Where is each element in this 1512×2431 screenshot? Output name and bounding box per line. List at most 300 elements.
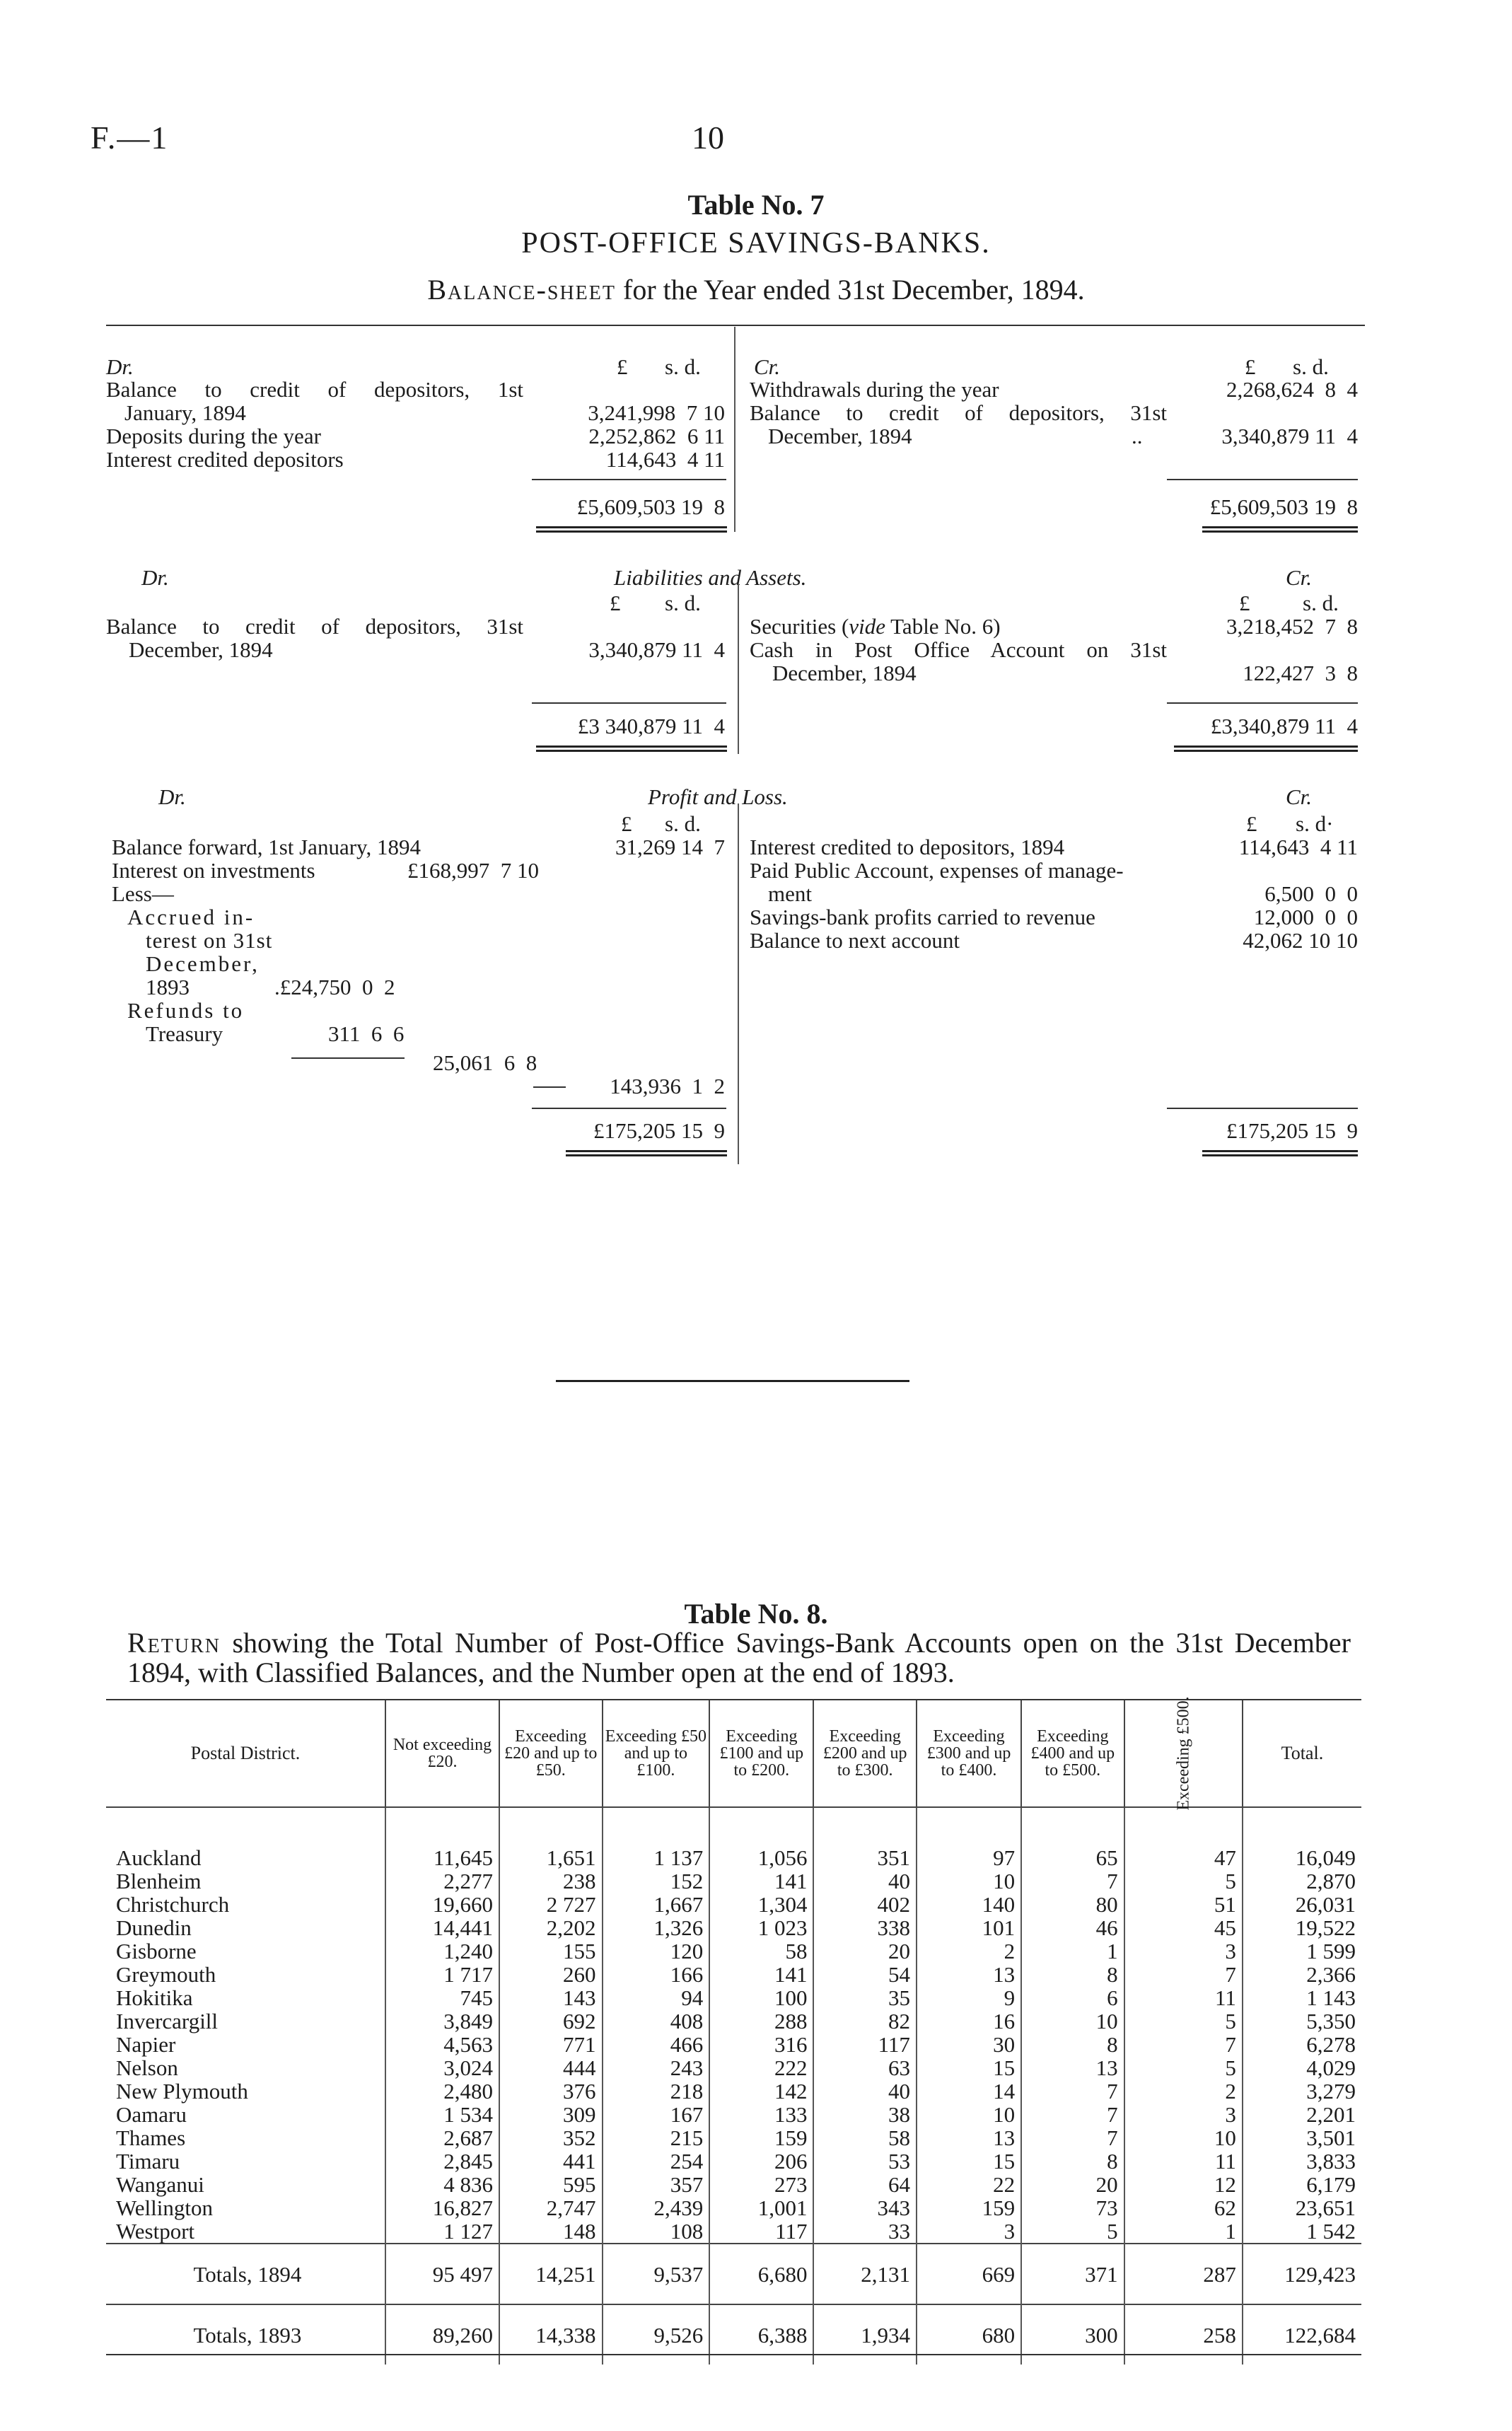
pl-right-label: Interest credited to depositors, 1894 [750, 835, 1065, 859]
liab-title: Liabilities and Assets. [614, 565, 807, 590]
col-header [1124, 1696, 1243, 1811]
table-cell: 47 [1124, 1807, 1243, 1869]
table-cell: 8 [1021, 1963, 1124, 1986]
table-cell: 1,056 [709, 1807, 813, 1869]
sum-rule [1167, 479, 1358, 480]
table-row [106, 2126, 1361, 2149]
table-cell: 152 [603, 1869, 710, 1893]
totals-label: Totals, 1894 [106, 2244, 385, 2304]
table-cell: 11,645 [385, 1807, 499, 1869]
pound-header: £ [617, 354, 628, 379]
table-row [106, 1916, 1361, 1939]
table-row [106, 2103, 1361, 2126]
table-cell: 141 [709, 1963, 813, 1986]
table-row [106, 1807, 1361, 1869]
table-cell: 408 [603, 2009, 710, 2033]
balance-left-label: January, 1894 [124, 400, 246, 425]
table-cell: 8 [1021, 2149, 1124, 2173]
divider [738, 803, 739, 1164]
table-cell: 338 [813, 1916, 916, 1939]
table-cell: 5 [1021, 2220, 1124, 2244]
col-header: Exceeding £300 and up to £400. [917, 1700, 1021, 1807]
table-cell: 15 [917, 2149, 1021, 2173]
col-header: Exceeding £100 and up to £200. [709, 1700, 813, 1807]
pl-right-label: Paid Public Account, expenses of manage- [750, 858, 1124, 883]
table-cell: 120 [603, 1939, 710, 1963]
pl-left-label: December, [146, 951, 260, 976]
section-separator [556, 1380, 909, 1382]
table-cell: 2,480 [385, 2079, 499, 2103]
table-cell: 6,278 [1243, 2033, 1361, 2056]
table-cell: 5 [1124, 2056, 1243, 2079]
table-cell: 1 599 [1243, 1939, 1361, 1963]
table-cell: 273 [709, 2173, 813, 2196]
table-cell: 4,563 [385, 2033, 499, 2056]
accounts-table [106, 1696, 1361, 2365]
totals-row [106, 2304, 1361, 2365]
totals-cell: 122,684 [1243, 2304, 1361, 2365]
totals-cell: 6,388 [709, 2304, 813, 2365]
table-cell: 51 [1124, 1893, 1243, 1916]
table-cell: 141 [709, 1869, 813, 1893]
double-rule [566, 1150, 727, 1156]
table-cell: 159 [917, 2196, 1021, 2220]
totals-cell: 9,537 [603, 2244, 710, 2304]
table-row [106, 1869, 1361, 1893]
district-name: Hokitika [116, 1985, 193, 2010]
table-cell: 3 [917, 2220, 1021, 2244]
table-cell: 7 [1124, 2033, 1243, 2056]
table-cell: 22 [917, 2173, 1021, 2196]
table-cell: 1 534 [385, 2103, 499, 2126]
sd-header: s. d. [1293, 354, 1329, 379]
table-row [106, 2056, 1361, 2079]
pl-cr: Cr. [1286, 784, 1313, 809]
table-cell: 2,747 [499, 2196, 602, 2220]
table-cell: 159 [709, 2126, 813, 2149]
sub-rule [291, 1057, 405, 1059]
table-cell: 309 [499, 2103, 602, 2126]
sum-rule [532, 702, 726, 704]
balance-left-amount: 114,643 4 11 [605, 447, 725, 472]
pound-header: £ [1246, 811, 1257, 836]
liab-right-amount: 122,427 3 8 [1243, 661, 1358, 685]
totals-cell: 95 497 [385, 2244, 499, 2304]
leader-dots: .. [1132, 424, 1143, 448]
balance-left-label: Interest credited depositors [106, 447, 344, 472]
table-cell: 11 [1124, 2149, 1243, 2173]
pl-right-label: ment [768, 881, 812, 906]
sum-rule [532, 1108, 726, 1109]
table-cell: 53 [813, 2149, 916, 2173]
table-row [106, 1963, 1361, 1986]
district-name: Greymouth [116, 1962, 216, 1987]
double-rule [1174, 745, 1358, 752]
totals-cell: 680 [917, 2304, 1021, 2365]
table-cell: 64 [813, 2173, 916, 2196]
pl-left-label: Accrued in- [127, 905, 255, 929]
totals-cell: 14,251 [499, 2244, 602, 2304]
table-cell: 218 [603, 2079, 710, 2103]
table-row [106, 1939, 1361, 1963]
table-cell: 3,501 [1243, 2126, 1361, 2149]
table-cell: 466 [603, 2033, 710, 2056]
table-cell: 771 [499, 2033, 602, 2056]
sd-header: s. d. [1303, 591, 1339, 615]
table-row [106, 1986, 1361, 2009]
divider [734, 327, 735, 532]
totals-cell: 1,934 [813, 2304, 916, 2365]
table-cell: 40 [813, 1869, 916, 1893]
table-cell: 7 [1021, 2126, 1124, 2149]
table-cell: 7 [1021, 2103, 1124, 2126]
sum-rule [1167, 702, 1358, 704]
liab-right-label: December, 1894 [772, 661, 917, 685]
rule [106, 2354, 1361, 2355]
table-cell: 1,001 [709, 2196, 813, 2220]
totals-cell: 300 [1021, 2304, 1124, 2365]
table-cell: 23,651 [1243, 2196, 1361, 2220]
table-cell: 100 [709, 1986, 813, 2009]
liab-left-total: £3 340,879 11 4 [577, 714, 725, 738]
table-cell: 254 [603, 2149, 710, 2173]
table-cell: 215 [603, 2126, 710, 2149]
district-name: Dunedin [116, 1915, 192, 1940]
table-cell: 4,029 [1243, 2056, 1361, 2079]
table-cell: 6 [1021, 1986, 1124, 2009]
table-row [106, 1893, 1361, 1916]
table-cell: 65 [1021, 1807, 1124, 1869]
totals-cell: 129,423 [1243, 2244, 1361, 2304]
liab-dr: Dr. [141, 565, 169, 590]
totals-row [106, 2244, 1361, 2304]
table-cell: 12 [1124, 2173, 1243, 2196]
col-header: Exceeding £20 and up to £50. [499, 1700, 602, 1807]
table-cell: 3,279 [1243, 2079, 1361, 2103]
table-cell: 2,366 [1243, 1963, 1361, 1986]
liab-left-label: December, 1894 [129, 637, 273, 662]
pl-left-sub: £168,997 7 10 [407, 858, 539, 883]
balance-right-label: Withdrawals during the year [750, 377, 999, 402]
district-name: Timaru [116, 2149, 180, 2174]
pl-right-label: Savings-bank profits carried to revenue [750, 905, 1095, 929]
table-cell: 9 [917, 1986, 1021, 2009]
table-cell: 80 [1021, 1893, 1124, 1916]
double-rule [536, 526, 727, 533]
balance-left-amount: 2,252,862 6 11 [588, 424, 725, 448]
col-header: Total. [1243, 1700, 1361, 1807]
double-rule [1202, 526, 1358, 533]
pl-dr: Dr. [158, 784, 186, 809]
liab-left-label: Balance to credit of depositors, 31st [106, 614, 523, 639]
table-cell: 260 [499, 1963, 602, 1986]
pl-right-label: Balance to next account [750, 928, 960, 953]
table-cell: 13 [1021, 2056, 1124, 2079]
table-cell: 3,833 [1243, 2149, 1361, 2173]
pl-left-label: Refunds to [127, 998, 245, 1023]
table-cell: 16,049 [1243, 1807, 1361, 1869]
table-cell: 2 727 [499, 1893, 602, 1916]
col-header: Exceeding £200 and up to £300. [813, 1700, 916, 1807]
pl-left-sub: 311 6 6 [328, 1021, 405, 1046]
balance-left-amount: 3,241,998 7 10 [588, 400, 725, 425]
table-cell: 2,277 [385, 1869, 499, 1893]
double-rule [536, 745, 727, 752]
table-cell: 1,304 [709, 1893, 813, 1916]
table-cell: 3 [1124, 1939, 1243, 1963]
table-cell: 19,522 [1243, 1916, 1361, 1939]
table-cell: 243 [603, 2056, 710, 2079]
table-cell: 54 [813, 1963, 916, 1986]
table-cell: 3,849 [385, 2009, 499, 2033]
district-name: Blenheim [116, 1869, 202, 1893]
liab-right-total: £3,340,879 11 4 [1210, 714, 1358, 738]
table-cell: 222 [709, 2056, 813, 2079]
table-cell: 352 [499, 2126, 602, 2149]
table-row [106, 2173, 1361, 2196]
balance-left-total: £5,609,503 19 8 [576, 494, 725, 519]
table8-caption-rest: showing the Total Number of Post-Office Savings-Bank Accounts open on the 31st December 1894, with Classified Balances, and the Number open at the end of 1893. [127, 1627, 1351, 1688]
table-cell: 3,024 [385, 2056, 499, 2079]
table-cell: 5 [1124, 2009, 1243, 2033]
pl-left-amount: 31,269 14 7 [615, 835, 725, 859]
pl-right-amount: 114,643 4 11 [1238, 835, 1358, 859]
table-cell: 155 [499, 1939, 602, 1963]
table-cell: 6,179 [1243, 2173, 1361, 2196]
pl-less-total: 25,061 6 8 [433, 1050, 537, 1075]
table-cell: 133 [709, 2103, 813, 2126]
col-header: Exceeding £400 and up to £500. [1021, 1700, 1124, 1807]
table-cell: 357 [603, 2173, 710, 2196]
sd-header: s. d. [665, 591, 701, 615]
totals-cell: 258 [1124, 2304, 1243, 2365]
sd-header: s. d. [665, 354, 701, 379]
table-cell: 7 [1021, 2079, 1124, 2103]
table-cell: 1,651 [499, 1807, 602, 1869]
pl-left-label: Balance forward, 1st January, 1894 [112, 835, 421, 859]
district-name: Napier [116, 2032, 176, 2057]
page-reference: F.—1 [91, 120, 169, 156]
table-cell: 20 [1021, 2173, 1124, 2196]
table-cell: 11 [1124, 1986, 1243, 2009]
pl-right-total: £175,205 15 9 [1226, 1118, 1358, 1143]
table-cell: 7 [1124, 1963, 1243, 1986]
totals-cell: 89,260 [385, 2304, 499, 2365]
table-cell: 10 [1021, 2009, 1124, 2033]
balance-dr: Dr. [106, 354, 134, 379]
pl-right-amount: 6,500 0 0 [1264, 881, 1358, 906]
table-cell: 1 [1124, 2220, 1243, 2244]
pl-right-amount: 42,062 10 10 [1243, 928, 1358, 953]
pl-net-interest: 143,936 1 2 [610, 1074, 725, 1098]
table-cell: 20 [813, 1939, 916, 1963]
table-cell: 1,240 [385, 1939, 499, 1963]
balance-left-label: Deposits during the year [106, 424, 321, 448]
district-name: Wanganui [116, 2172, 204, 2197]
divider [738, 584, 739, 754]
table-cell: 441 [499, 2149, 602, 2173]
table-cell: 8 [1021, 2033, 1124, 2056]
table-cell: 16 [917, 2009, 1021, 2033]
table-cell: 5 [1124, 1869, 1243, 1893]
sd-header: s. d· [1296, 811, 1334, 836]
table-cell: 288 [709, 2009, 813, 2033]
table-cell: 14 [917, 2079, 1021, 2103]
pound-header: £ [610, 591, 621, 615]
liab-right-label: Securities (vide Table No. 6) [750, 614, 1001, 639]
balance-right-amount: 3,340,879 11 4 [1221, 424, 1358, 448]
table-cell: 1,326 [603, 1916, 710, 1939]
table-cell: 402 [813, 1893, 916, 1916]
table-cell: 140 [917, 1893, 1021, 1916]
table-cell: 2,845 [385, 2149, 499, 2173]
table-cell: 30 [917, 2033, 1021, 2056]
table-body [106, 1807, 1361, 2365]
table-cell: 58 [709, 1939, 813, 1963]
col-header: Postal District. [106, 1700, 385, 1807]
district-name: Nelson [116, 2055, 178, 2080]
table-cell: 745 [385, 1986, 499, 2009]
sum-rule [1167, 1108, 1358, 1109]
district-name: Auckland [116, 1845, 202, 1870]
balance-right-total: £5,609,503 19 8 [1209, 494, 1358, 519]
table-cell: 5,350 [1243, 2009, 1361, 2033]
table8-caption [127, 1628, 1351, 1688]
totals-cell: 371 [1021, 2244, 1124, 2304]
district-name: New Plymouth [116, 2079, 248, 2104]
table-cell: 238 [499, 1869, 602, 1893]
totals-cell: 2,131 [813, 2244, 916, 2304]
table-cell: 38 [813, 2103, 916, 2126]
district-name: Christchurch [116, 1892, 230, 1917]
pl-left-label: terest on 31st [146, 928, 273, 953]
table-cell: 2,439 [603, 2196, 710, 2220]
pound-header: £ [621, 811, 632, 836]
table-row [106, 2196, 1361, 2220]
table-cell: 108 [603, 2220, 710, 2244]
table-cell: 2,202 [499, 1916, 602, 1939]
table-cell: 10 [1124, 2126, 1243, 2149]
table-row [106, 2009, 1361, 2033]
table-cell: 2 [917, 1939, 1021, 1963]
table-cell: 1 542 [1243, 2220, 1361, 2244]
table-cell: 2,870 [1243, 1869, 1361, 1893]
table-cell: 1 143 [1243, 1986, 1361, 2009]
totals-label: Totals, 1893 [106, 2304, 385, 2365]
balance-left-label: Balance to credit of depositors, 1st [106, 377, 523, 402]
table8-caption-lead: Return [127, 1627, 221, 1659]
col-header: Exceeding £50 and up to £100. [603, 1700, 710, 1807]
table-cell: 142 [709, 2079, 813, 2103]
table-cell: 33 [813, 2220, 916, 2244]
pl-title: Profit and Loss. [648, 784, 788, 809]
pl-left-label: Less— [112, 881, 174, 906]
table7-title: Table No. 7 [687, 189, 825, 221]
table7-caption [0, 273, 1512, 306]
district-name: Invercargill [116, 2009, 219, 2033]
totals-cell: 14,338 [499, 2304, 602, 2365]
liab-left-amount: 3,340,879 11 4 [588, 637, 725, 662]
district-name: Thames [116, 2125, 186, 2150]
table-cell: 15 [917, 2056, 1021, 2079]
table-cell: 3 [1124, 2103, 1243, 2126]
district-name: Wellington [116, 2195, 213, 2220]
table-cell: 82 [813, 2009, 916, 2033]
balance-right-label: Balance to credit of depositors, 31st [750, 400, 1167, 425]
table-cell: 1 717 [385, 1963, 499, 1986]
table8-title: Table No. 8. [684, 1598, 828, 1630]
totals-cell: 287 [1124, 2244, 1243, 2304]
liab-right-amount: 3,218,452 7 8 [1226, 614, 1358, 639]
table-cell: 206 [709, 2149, 813, 2173]
totals-cell: 6,680 [709, 2244, 813, 2304]
table-cell: 101 [917, 1916, 1021, 1939]
table-row [106, 2149, 1361, 2173]
table-cell: 7 [1021, 1869, 1124, 1893]
table-cell: 1 127 [385, 2220, 499, 2244]
table7-subtitle: POST-OFFICE SAVINGS-BANKS. [521, 227, 991, 260]
table-cell: 97 [917, 1807, 1021, 1869]
table-cell: 595 [499, 2173, 602, 2196]
table-cell: 16,827 [385, 2196, 499, 2220]
table-cell: 46 [1021, 1916, 1124, 1939]
liab-cr: Cr. [1286, 565, 1313, 590]
table-cell: 143 [499, 1986, 602, 2009]
pound-header: £ [1245, 354, 1256, 379]
table-cell: 10 [917, 1869, 1021, 1893]
table-cell: 2 [1124, 2079, 1243, 2103]
liab-right-label: Cash in Post Office Account on 31st [750, 637, 1167, 662]
table-header-row [106, 1700, 1361, 1807]
table-cell: 14,441 [385, 1916, 499, 1939]
table-cell: 40 [813, 2079, 916, 2103]
table-cell: 692 [499, 2009, 602, 2033]
table-row [106, 2079, 1361, 2103]
district-name: Westport [116, 2219, 195, 2244]
pound-header: £ [1239, 591, 1250, 615]
balance-right-label: December, 1894 [768, 424, 912, 448]
table-cell: 2,201 [1243, 2103, 1361, 2126]
table-cell: 58 [813, 2126, 916, 2149]
pl-left-label: Interest on investments [112, 858, 315, 883]
pl-left-label: 1893 [146, 975, 190, 999]
table-cell: 73 [1021, 2196, 1124, 2220]
table-cell: 444 [499, 2056, 602, 2079]
totals-cell: 669 [917, 2244, 1021, 2304]
table-row [106, 2033, 1361, 2056]
table-cell: 351 [813, 1807, 916, 1869]
table7-caption-lead: Balance-sheet [427, 274, 616, 306]
balance-cr: Cr. [754, 354, 781, 379]
pl-left-total: £175,205 15 9 [593, 1118, 725, 1143]
pl-right-amount: 12,000 0 0 [1253, 905, 1358, 929]
totals-cell: 9,526 [603, 2304, 710, 2365]
table7-caption-rest: for the Year ended 31st December, 1894. [616, 274, 1085, 306]
district-name: Oamaru [116, 2102, 187, 2127]
pl-left-label: Treasury [146, 1021, 223, 1046]
table-cell: 13 [917, 1963, 1021, 1986]
sd-header: s. d. [665, 811, 701, 836]
col-header: Not exceeding £20. [385, 1700, 499, 1807]
table-cell: 117 [709, 2220, 813, 2244]
district-name: Gisborne [116, 1939, 197, 1963]
table-cell: 1 137 [603, 1807, 710, 1869]
table-cell: 35 [813, 1986, 916, 2009]
pl-left-sub: .£24,750 0 2 [274, 975, 395, 999]
table-cell: 148 [499, 2220, 602, 2244]
table-cell: 26,031 [1243, 1893, 1361, 1916]
rule [106, 325, 1365, 326]
